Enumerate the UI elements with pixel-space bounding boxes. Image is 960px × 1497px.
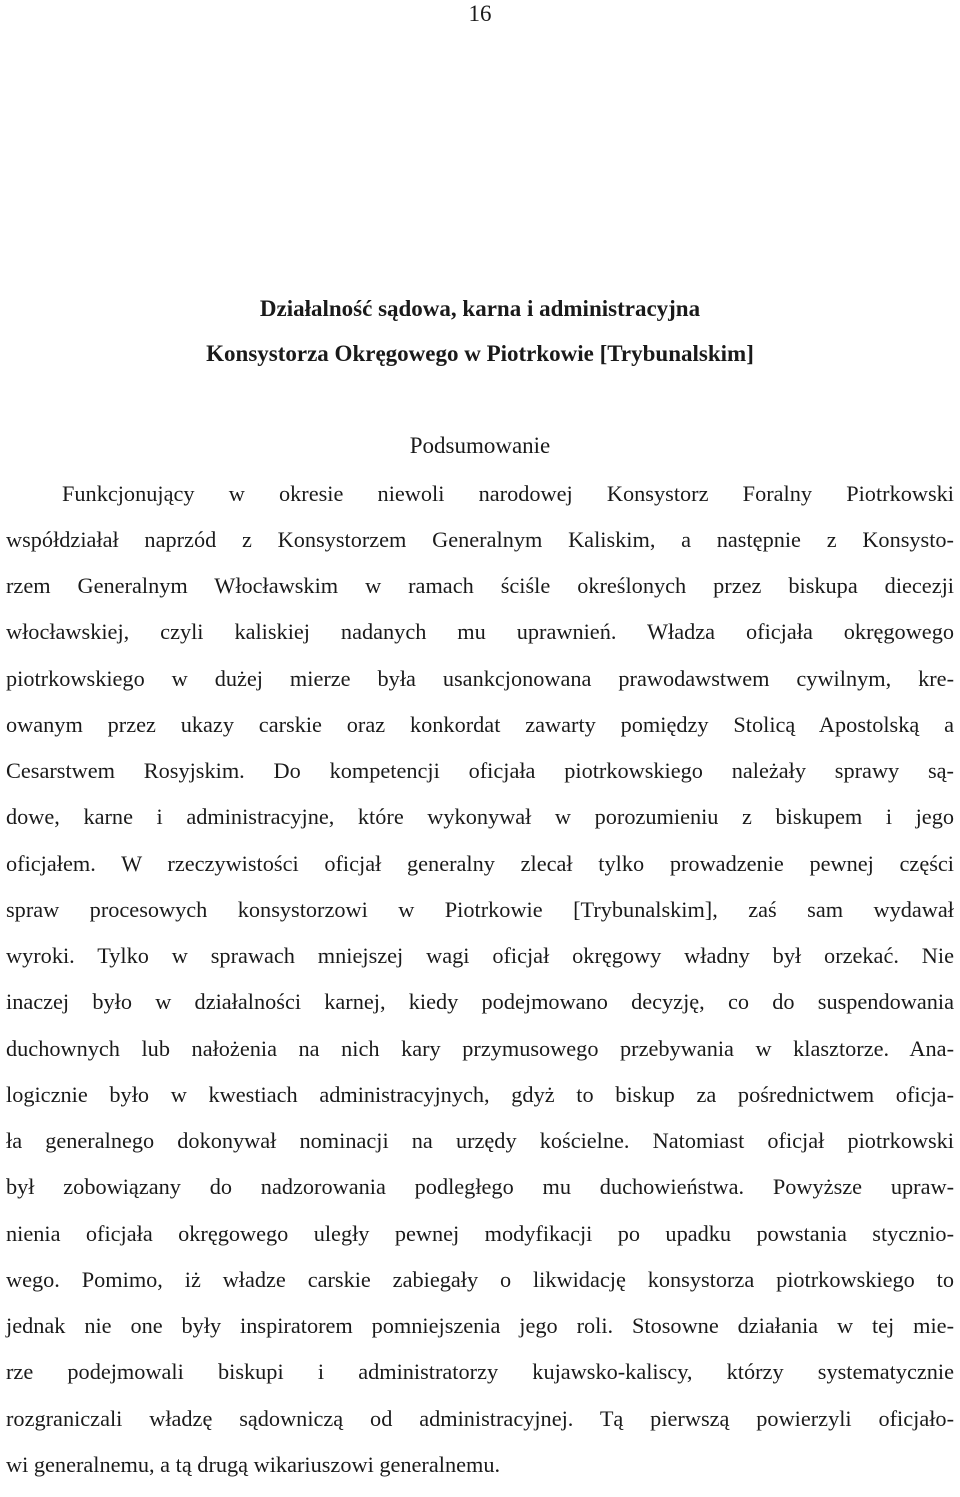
document-title-line-1: Działalność sądowa, karna i administracyjna — [259, 296, 701, 321]
paragraph-line: wego. Pomimo, iż władze carskie zabiegały o likwidację konsystorza piotrkowskiego to — [6, 1267, 954, 1292]
paragraph-line: Funkcjonujący w okresie niewoli narodowej Konsystorz Foralny Piotrkowski — [62, 481, 954, 506]
section-heading: Podsumowanie — [409, 433, 551, 458]
paragraph-line: rze podejmowali biskupi i administratorzy kujawsko-kaliscy, którzy systematycznie — [6, 1359, 954, 1384]
paragraph-line: nienia oficjała okręgowego uległy pewnej modyfikacji po upadku powstania stycznio- — [6, 1221, 954, 1246]
paragraph-line: oficjałem. W rzeczywistości oficjał generalny zlecał tylko prowadzenie pewnej części — [6, 851, 954, 876]
paragraph-line: wi generalnemu, a tą drugą wikariuszowi generalnemu. — [6, 1452, 501, 1477]
document-title-line-2: Konsystorza Okręgowego w Piotrkowie [Trybunalskim] — [206, 341, 754, 366]
paragraph-line: dowe, karne i administracyjne, które wykonywał w porozumieniu z biskupem i jego — [6, 804, 954, 829]
paragraph-line: logicznie było w kwestiach administracyjnych, gdyż to biskup za pośrednictwem oficja- — [6, 1082, 954, 1107]
paragraph-line: owanym przez ukazy carskie oraz konkordat zawarty pomiędzy Stolicą Apostolską a — [6, 712, 954, 737]
paragraph-line: jednak nie one były inspiratorem pomniejszenia jego roli. Stosowne działania w tej mie- — [6, 1313, 954, 1338]
paragraph-line: był zobowiązany do nadzorowania podległego mu duchowieństwa. Powyższe upraw- — [6, 1174, 954, 1199]
paragraph-line: wyroki. Tylko w sprawach mniejszej wagi oficjał okręgowy władny był orzekać. Nie — [6, 943, 954, 968]
page-number: 16 — [468, 1, 492, 26]
paragraph-line: spraw procesowych konsystorzowi w Piotrkowie [Trybunalskim], zaś sam wydawał — [6, 897, 954, 922]
paragraph-line: duchownych lub nałożenia na nich kary przymusowego przebywania w klasztorze. Ana- — [6, 1036, 954, 1061]
paragraph-line: współdziałał naprzód z Konsystorzem Generalnym Kaliskim, a następnie z Konsysto- — [6, 527, 954, 552]
paragraph-line: Cesarstwem Rosyjskim. Do kompetencji oficjała piotrkowskiego należały sprawy są- — [6, 758, 954, 783]
paragraph-line: inaczej było w działalności karnej, kiedy podejmowano decyzję, co do suspendowania — [6, 989, 954, 1014]
paragraph-line: włocławskiej, czyli kaliskiej nadanych mu uprawnień. Władza oficjała okręgowego — [6, 619, 954, 644]
paragraph-line: piotrkowskiego w dużej mierze była usankcjonowana prawodawstwem cywilnym, kre- — [6, 666, 954, 691]
paragraph-line: rozgraniczali władzę sądowniczą od administracyjnej. Tą pierwszą powierzyli oficjało- — [6, 1406, 954, 1431]
paragraph-line: ła generalnego dokonywał nominacji na urzędy kościelne. Natomiast oficjał piotrkowski — [6, 1128, 954, 1153]
paragraph-line: rzem Generalnym Włocławskim w ramach ściśle określonych przez biskupa diecezji — [6, 573, 954, 598]
